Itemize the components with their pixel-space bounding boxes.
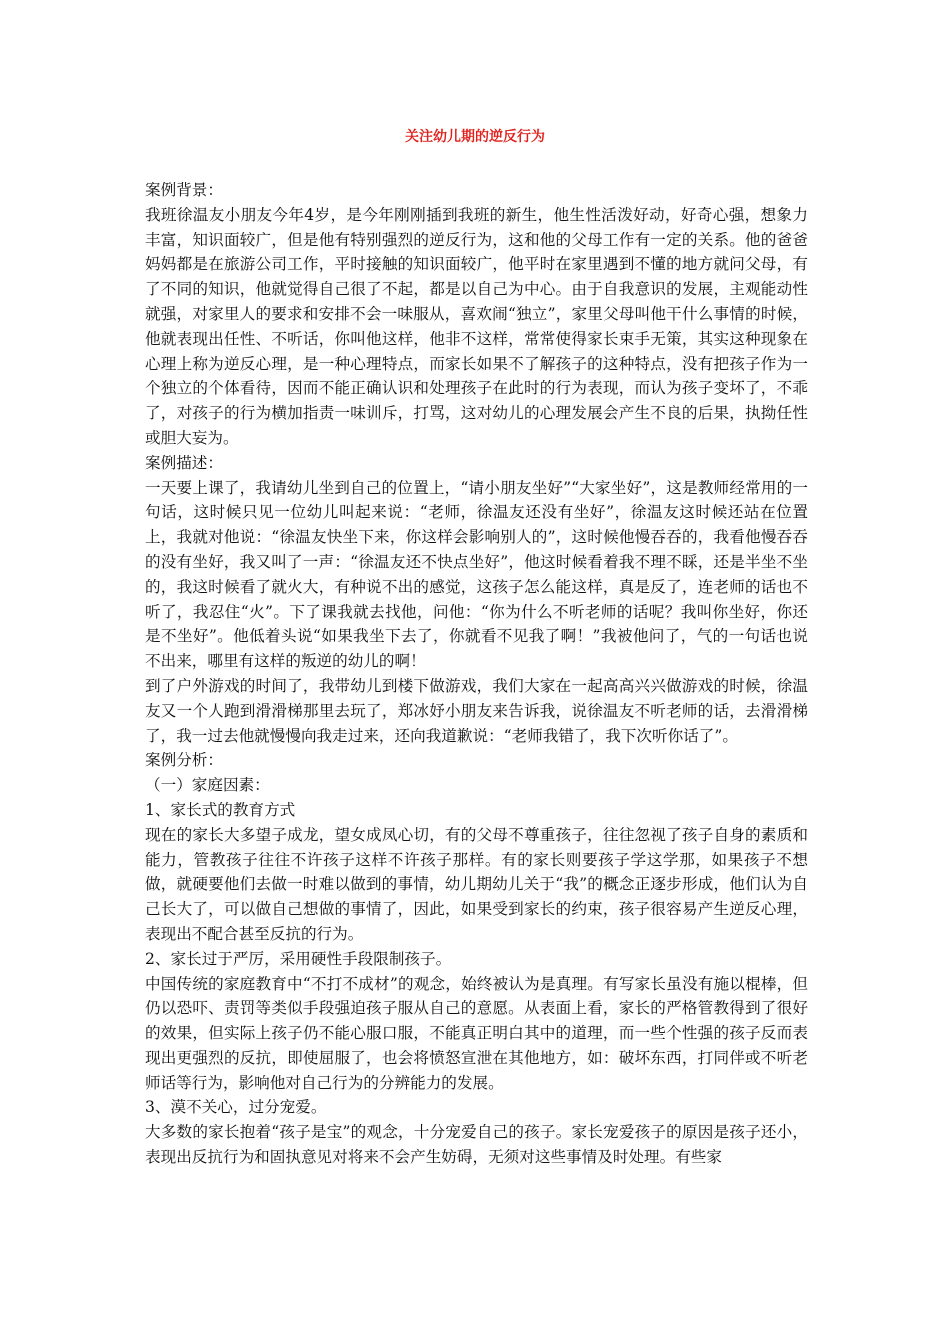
paragraph-background-heading: 案例背景： <box>145 181 223 199</box>
paragraph-point-3: 大多数的家长抱着“孩子是宝”的观念，十分宠爱自己的孩子。家长宠爱孩子的原因是孩子还小，表现出反抗行为和固执意见对将来不会产生妨碍，无须对这些事情及时处理。有些家 <box>145 1123 808 1167</box>
paragraph-analysis-heading: 案例分析： <box>145 751 223 770</box>
paragraph-family-factors-heading: （一）家庭因素： <box>145 776 270 795</box>
paragraph-description-2: 到了户外游戏的时间了，我带幼儿到楼下做游戏，我们大家在一起高高兴兴做游戏的时候，徐温友又一个人跑到滑滑梯那里去玩了，郑冰妤小朋友来告诉我，说徐温友不听老师的话，去滑滑梯了，我一过去他就慢慢向我走过来，还向我道歉说：“老师我错了，我下次听你话了”。 <box>145 676 808 745</box>
paragraph-description-1: 一天要上课了，我请幼儿坐到自己的位置上，“请小朋友坐好”“大家坐好”，这是教师经常用的一句话，这时候只见一位幼儿叫起来说：“老师，徐温友还没有坐好”，徐温友这时候还站在位置上，我就对他说：“徐温友快坐下来，你这样会影响别人的”，这时候他慢吞吞的，我看他慢吞吞的没有坐好，我又叫了一声：“徐温友还不快点坐好”，他这时候看着我不理不睬，还是半坐不坐的，我这时候看了就火大，有种说不出的感觉，这孩子怎么能这样，真是反了，连老师的话也不听了，我忍住“火”。下了课我就去找他，问他：“你为什么不听老师的话呢？我叫你坐好，你还是不坐好”。他低着头说“如果我坐下去了，你就看不见我了啊！”我被他问了，气的一句话也说不出来，哪里有这样的叛逆的幼儿的啊！ <box>145 478 808 671</box>
paragraph-point-1-heading: 1、家长式的教育方式 <box>145 800 296 819</box>
document-body <box>145 178 808 1170</box>
paragraph-description-heading: 案例描述： <box>145 453 223 472</box>
paragraph-point-1: 现在的家长大多望子成龙，望女成凤心切，有的父母不尊重孩子，往往忽视了孩子自身的素质和能力，管教孩子往往不许孩子这样不许孩子那样。有的家长则要孩子学这学那，如果孩子不想做，就硬要他们去做一时难以做到的事情，幼儿期幼儿关于“我”的概念正逐步形成，他们认为自己长大了，可以做自己想做的事情了，因此，如果受到家长的约束，孩子很容易产生逆反心理，表现出不配合甚至反抗的行为。 <box>145 825 808 943</box>
paragraph-point-2: 中国传统的家庭教育中“不打不成材”的观念，始终被认为是真理。有写家长虽没有施以棍棒，但仍以恐吓、责罚等类似手段强迫孩子服从自己的意愿。从表面上看，家长的严格管教得到了很好的效果，但实际上孩子仍不能心服口服，不能真正明白其中的道理，而一些个性强的孩子反而表现出更强烈的反抗，即使屈服了，也会将愤怒宣泄在其他地方，如：破坏东西，打同伴或不听老师话等行为，影响他对自己行为的分辨能力的发展。 <box>145 974 808 1092</box>
paragraph-point-3-heading: 3、漠不关心，过分宠爱。 <box>145 1098 327 1117</box>
paragraph-point-2-heading: 2、家长过于严厉，采用硬性手段限制孩子。 <box>145 949 452 968</box>
document-title: 关注幼儿期的逆反行为 <box>405 129 545 145</box>
paragraph-background: 我班徐温友小朋友今年4岁，是今年刚刚插到我班的新生，他生性活泼好动，好奇心强，想象力丰富，知识面较广，但是他有特别强烈的逆反行为，这和他的父母工作有一定的关系。他的爸爸妈妈都是在旅游公司工作，平时接触的知识面较广，他平时在家里遇到不懂的地方就问父母，有了不同的知识，他就觉得自己很了不起，都是以自己为中心。由于自我意识的发展，主观能动性就强，对家里人的要求和安排不会一味服从，喜欢闹“独立”，家里父母叫他干什么事情的时候，他就表现出任性、不听话，你叫他这样，他非不这样，常常使得家长束手无策，其实这种现象在心理上称为逆反心理，是一种心理特点，而家长如果不了解孩子的这种特点，没有把孩子作为一个独立的个体看待，因而不能正确认识和处理孩子在此时的行为表现，而认为孩子变坏了，不乖了，对孩子的行为横加指责一味训斥，打骂，这对幼儿的心理发展会产生不良的后果，执拗任性或胆大妄为。 <box>145 205 808 447</box>
